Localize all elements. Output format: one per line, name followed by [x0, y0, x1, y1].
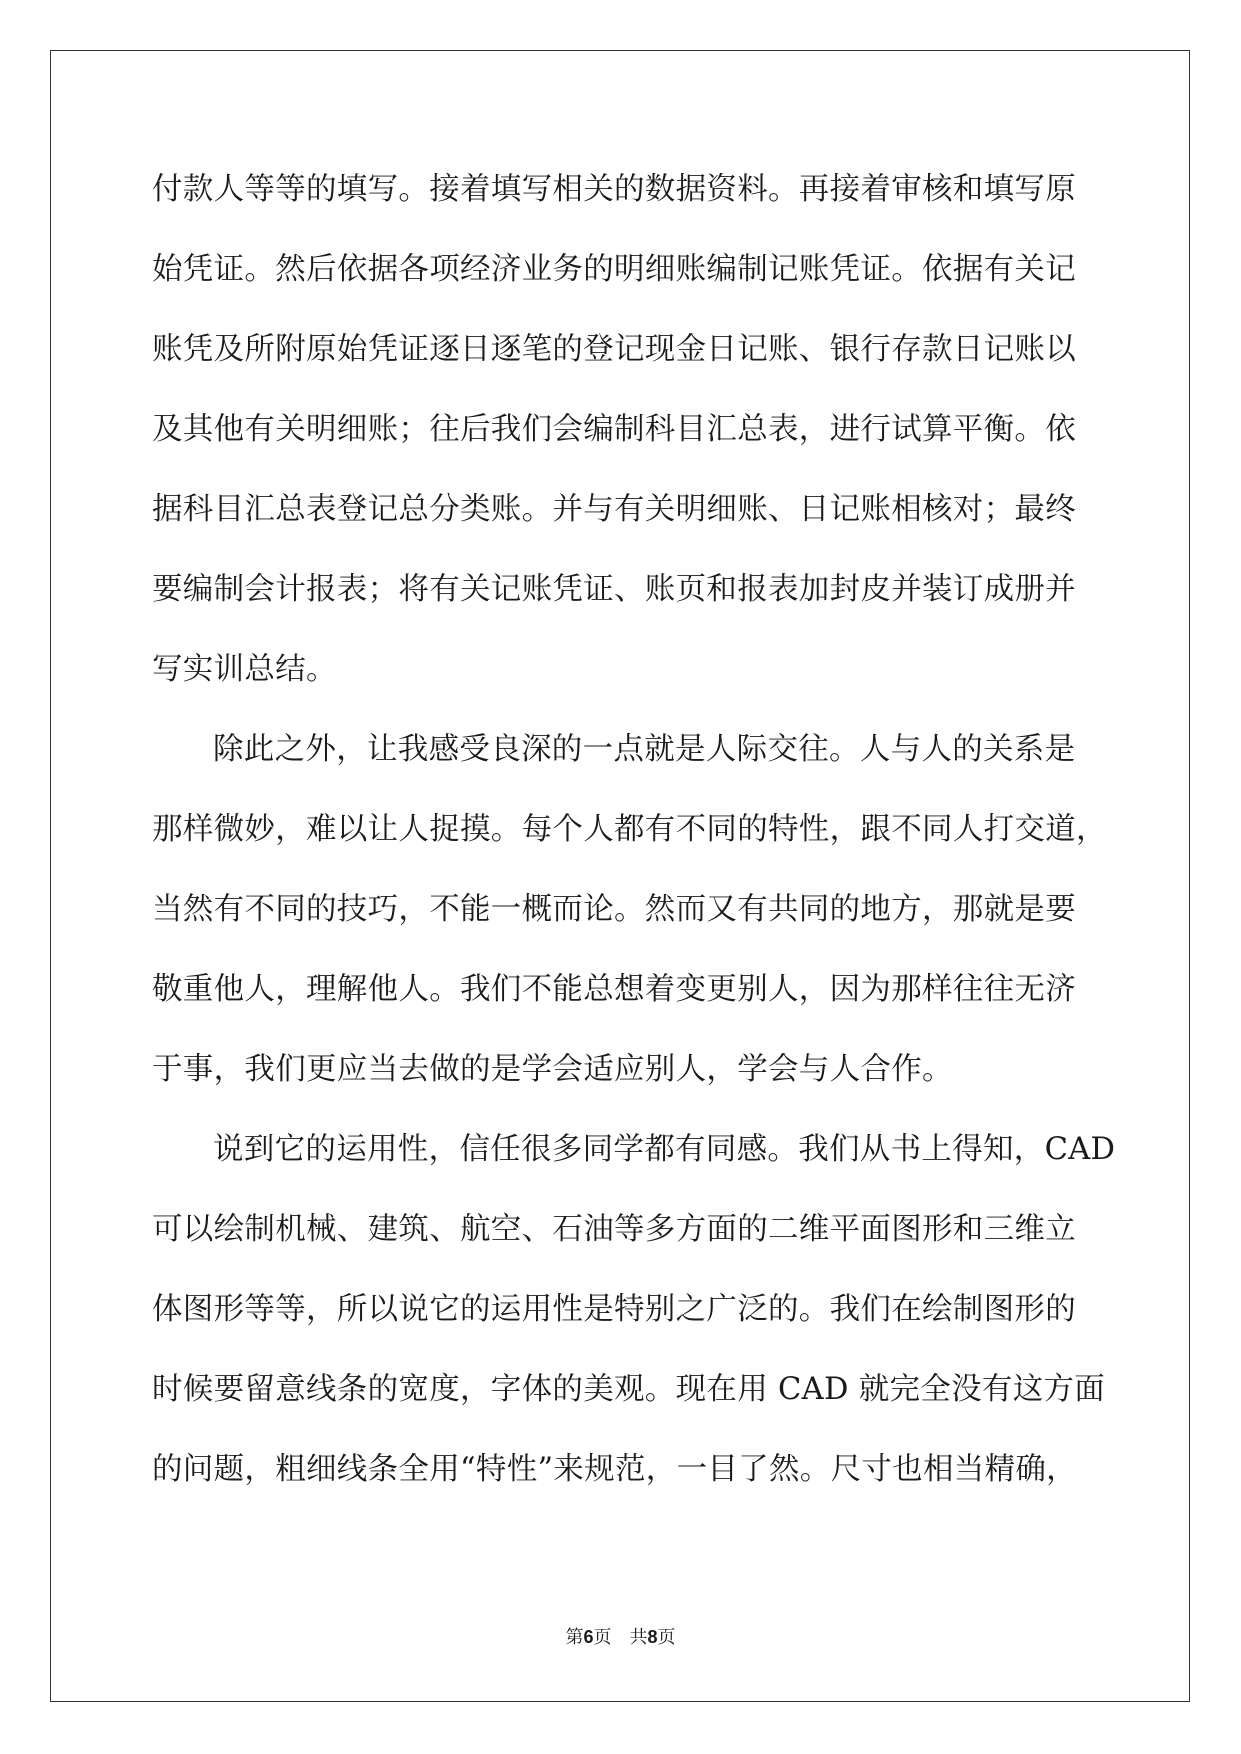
paragraph-1-line-1: 付款人等等的填写。接着填写相关的数据资料。再接着审核和填写原 [152, 172, 1076, 207]
page-unit: 页 [593, 1627, 612, 1648]
page-footer [0, 1625, 1241, 1650]
paragraph-1-line-7: 写实训总结。 [152, 652, 337, 687]
paragraph-1-line-6: 要编制会计报表；将有关记账凭证、账页和报表加封皮并装订成册并 [152, 572, 1076, 607]
page-prefix: 第 [565, 1627, 584, 1648]
paragraph-3-line-1: 说到它的运用性，信任很多同学都有同感。我们从书上得知，CAD [213, 1132, 1116, 1167]
total-unit: 页 [657, 1627, 676, 1648]
paragraph-2-line-1: 除此之外，让我感受良深的一点就是人际交往。人与人的关系是 [213, 732, 1076, 767]
total-prefix: 共 [629, 1627, 648, 1648]
paragraph-2-line-4: 敬重他人，理解他人。我们不能总想着变更别人，因为那样往往无济 [152, 972, 1076, 1007]
paragraph-3-line-4: 时候要留意线条的宽度，字体的美观。现在用 CAD 就完全没有这方面 [152, 1372, 1106, 1407]
document-body [152, 150, 1116, 1510]
paragraph-3-line-5: 的问题，粗细线条全用“特性”来规范，一目了然。尺寸也相当精确， [152, 1452, 1077, 1487]
paragraph-1-line-2: 始凭证。然后依据各项经济业务的明细账编制记账凭证。依据有关记 [152, 252, 1076, 287]
paragraph-1-line-3: 账凭及所附原始凭证逐日逐笔的登记现金日记账、银行存款日记账以 [152, 332, 1076, 367]
paragraph-2-line-2: 那样微妙，难以让人捉摸。每个人都有不同的特性，跟不同人打交道， [152, 812, 1107, 847]
paragraph-3-line-2: 可以绘制机械、建筑、航空、石油等多方面的二维平面图形和三维立 [152, 1212, 1076, 1247]
current-page-number: 6 [583, 1627, 594, 1647]
paragraph-2-line-3: 当然有不同的技巧，不能一概而论。然而又有共同的地方，那就是要 [152, 892, 1076, 927]
paragraph-2-line-5: 于事，我们更应当去做的是学会适应别人，学会与人合作。 [152, 1052, 953, 1087]
paragraph-3-line-3: 体图形等等，所以说它的运用性是特别之广泛的。我们在绘制图形的 [152, 1292, 1076, 1327]
paragraph-1-line-5: 据科目汇总表登记总分类账。并与有关明细账、日记账相核对；最终 [152, 492, 1076, 527]
total-page-number: 8 [647, 1627, 658, 1647]
paragraph-1-line-4: 及其他有关明细账；往后我们会编制科目汇总表，进行试算平衡。依 [152, 412, 1076, 447]
